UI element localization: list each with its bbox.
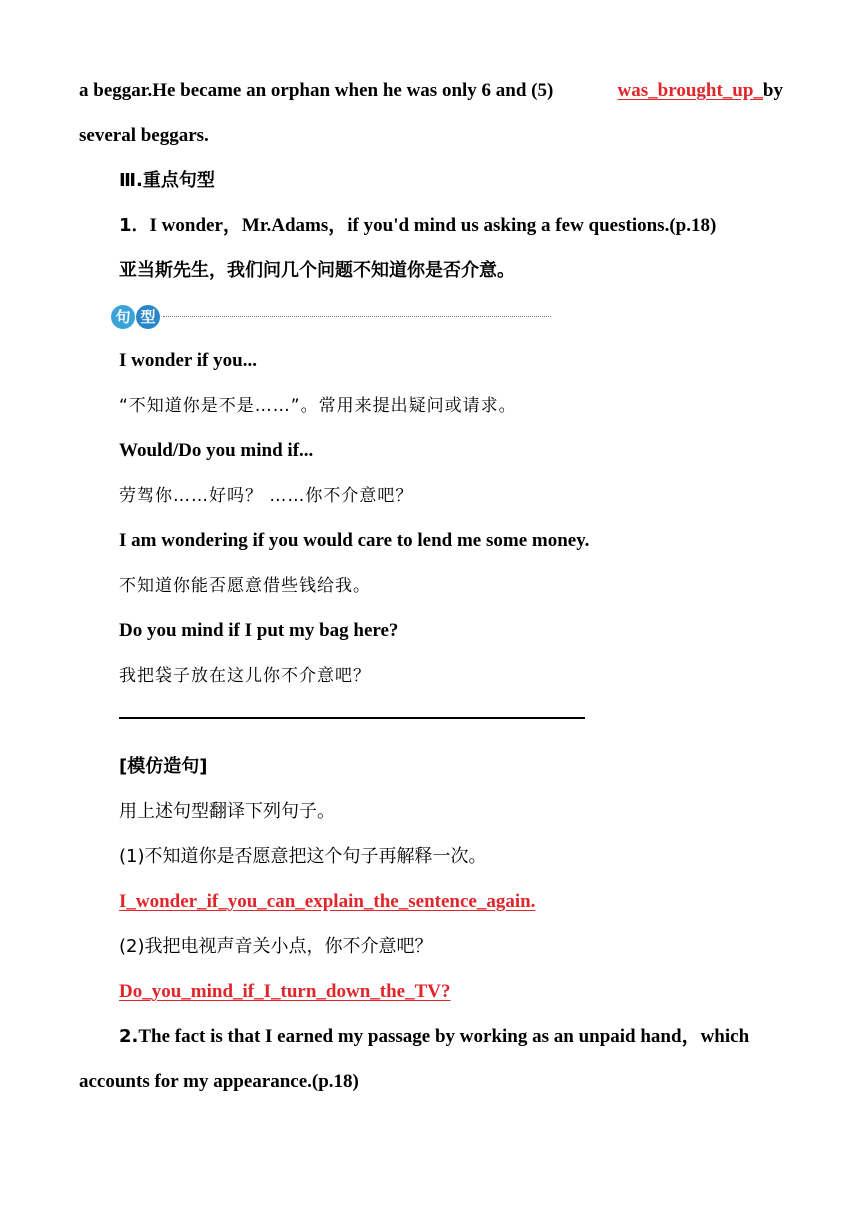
example-2: Do you mind if I put my bag here? [119, 620, 399, 641]
item-2-number: 2. [119, 1026, 139, 1047]
item-2-line-2: accounts for my appearance.(p.18) [79, 1071, 359, 1092]
example-1: I am wondering if you would care to lend me some money. [119, 530, 590, 551]
practice-answer-2: Do_you_mind_if_I_turn_down_the_TV? [119, 981, 451, 1002]
passage-line-1 [79, 79, 783, 103]
item-1-text: I wonder，Mr.Adams，if you'd mind us asking a few questions.(p.18) [149, 215, 717, 236]
item-1-number: 1． [119, 215, 150, 236]
practice-instruction: 用上述句型翻译下列句子。 [119, 801, 335, 822]
answer-blank-5: was_brought_up_ [617, 80, 763, 101]
item-1-translation: 亚当斯先生，我们问几个问题不知道你是否介意。 [119, 260, 515, 281]
practice-question-1: (1)不知道你是否愿意把这个句子再解释一次。 [119, 846, 487, 867]
section-heading: Ⅲ.重点句型 [119, 170, 215, 191]
pattern-1: I wonder if you... [119, 350, 257, 371]
example-2-cn: 我把袋子放在这儿你不介意吧？ [119, 666, 371, 686]
practice-answer-1: I_wonder_if_you_can_explain_the_sentence_again. [119, 891, 536, 912]
item-2-sentence [119, 1025, 749, 1049]
pattern-2: Would/Do you mind if... [119, 440, 314, 461]
badge-char-2: 型 [136, 305, 160, 329]
example-1-cn: 不知道你能否愿意借些钱给我。 [119, 576, 371, 596]
badge-char-1: 句 [111, 305, 135, 329]
passage-line-2: several beggars. [79, 125, 209, 146]
practice-heading: [模仿造句] [119, 756, 208, 777]
passage-text: a beggar.He became an orphan when he was only 6 and (5) [79, 80, 554, 101]
sentence-pattern-badge [111, 305, 160, 329]
pattern-2-cn: 劳驾你……好吗？ ……你不介意吧？ [119, 486, 414, 506]
item-2-text: The fact is that I earned my passage by working as an unpaid hand，which [138, 1026, 750, 1047]
passage-text-by: by [762, 80, 783, 101]
pattern-1-cn: “不知道你是不是……”。常用来提出疑问或请求。 [119, 396, 517, 416]
horizontal-rule [119, 717, 585, 719]
item-1-sentence [119, 214, 716, 238]
dotted-divider [163, 316, 551, 317]
practice-question-2: (2)我把电视声音关小点，你不介意吧？ [119, 936, 433, 957]
